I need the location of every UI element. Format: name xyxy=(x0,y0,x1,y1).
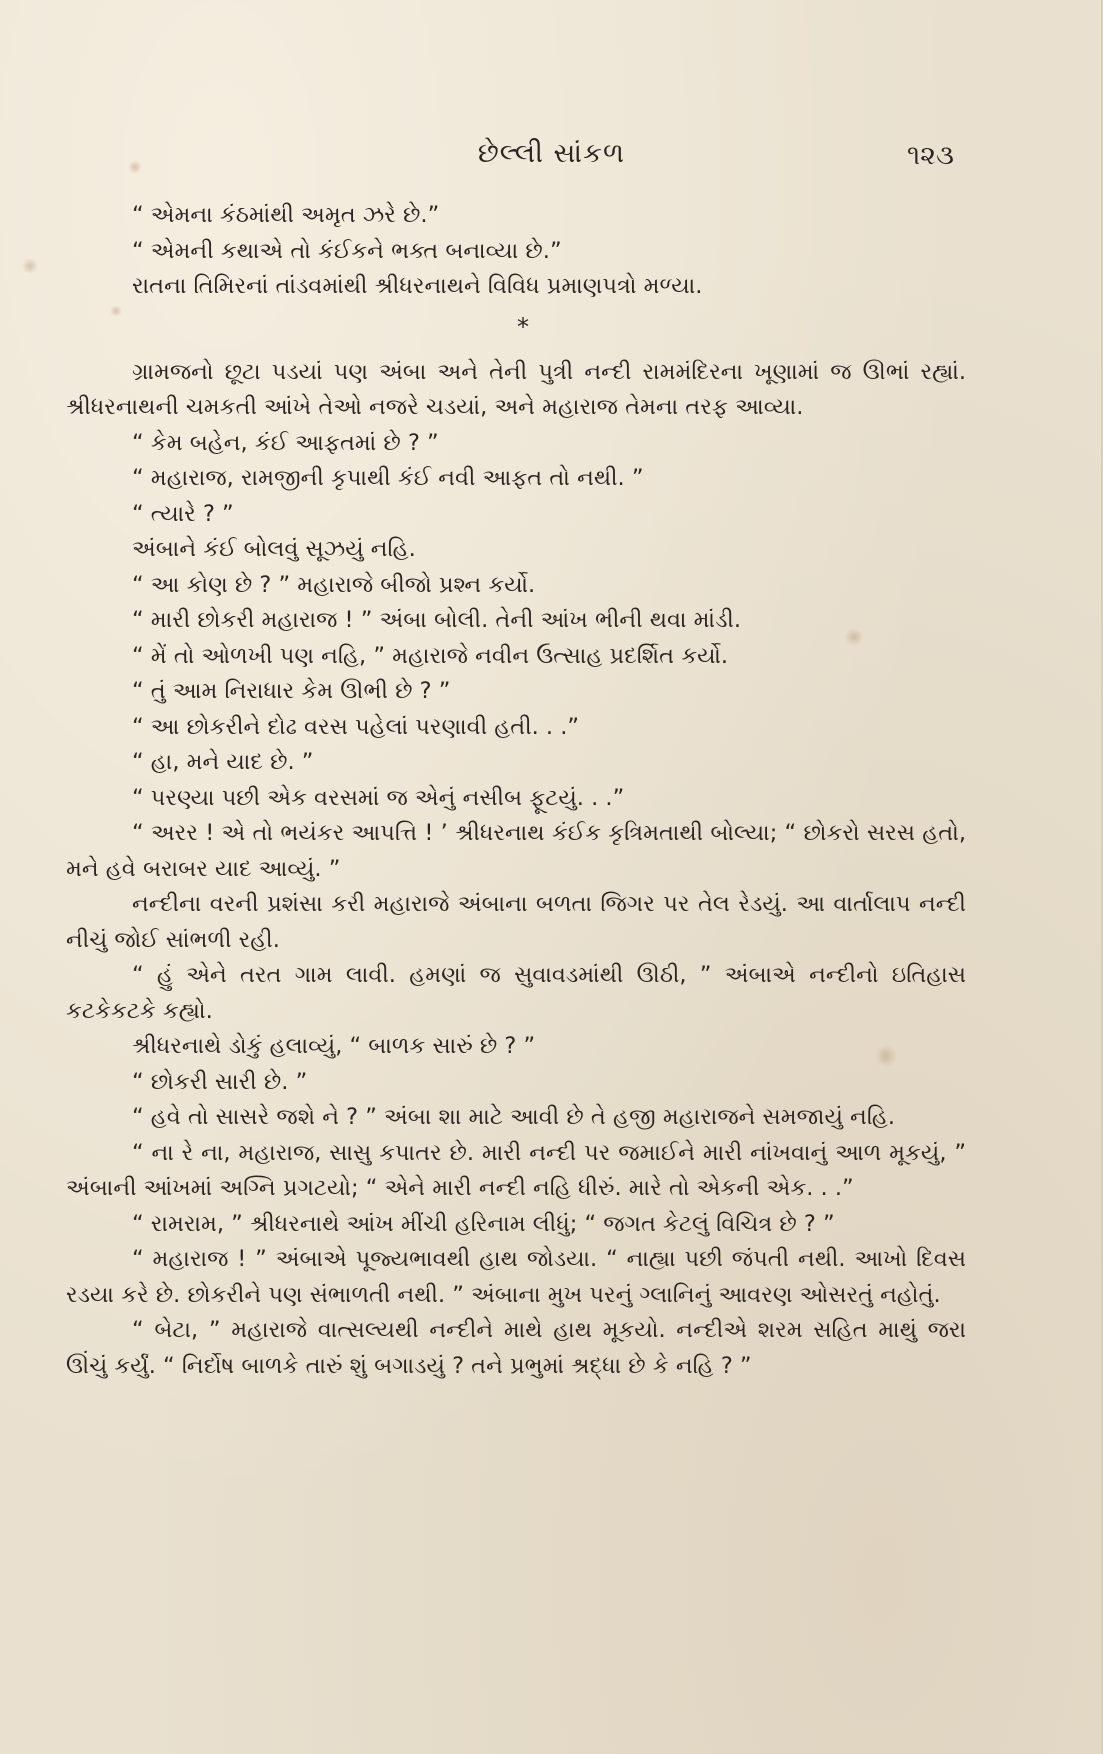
body-text xyxy=(66,198,966,1384)
paragraph: “ એમની કથાએ તો કંઈકને ભક્ત બનાવ્યા છે.” xyxy=(132,237,562,264)
running-title: છેલ્લી સાંકળ xyxy=(477,138,626,169)
paragraph: “ મેં તો ઓળખી પણ નહિ, ” મહારાજે નવીન ઉત્સાહ પ્રદર્શિત કર્યો. xyxy=(132,642,729,669)
paragraph: “ એમના કંઠમાંથી અમૃત ઝરે છે.” xyxy=(132,202,440,228)
paragraph: “ હું એને તરત ગામ લાવી. હમણાં જ સુવાવડમાંથી ઊઠી, ” અંબાએ નન્દીનો ઇતિહાસ કટકેકટકે કહ્યો. xyxy=(66,962,966,1024)
page-number: ૧૨૩ xyxy=(906,140,954,171)
paragraph: શ્રીધરનાથે ડોકું હલાવ્યું, “ બાળક સારું છે ? ” xyxy=(132,1033,536,1059)
paragraph: “ રામરામ, ” શ્રીધરનાથે આંખ મીંચી હરિનામ લીધું; “ જગત કેટલું વિચિત્ર છે ? ” xyxy=(132,1210,835,1237)
paragraph: “ હવે તો સાસરે જશે ને ? ” અંબા શા માટે આવી છે તે હજી મહારાજને સમજાયું નહિ. xyxy=(132,1104,896,1130)
paragraph: “ મહારાજ ! ” અંબાએ પૂજ્યભાવથી હાથ જોડયા. “ નાહ્યા પછી જંપતી નથી. આખો દિવસ રડયા કરે છે. છોકરીને પણ સંભાળતી નથી. ” અંબાના મુખ પરનું ગ્લાનિનું આવરણ ઓસરતું નહોતું. xyxy=(66,1246,966,1308)
paragraph: “ મહારાજ, રામજીની કૃપાથી કંઈ નવી આફત તો નથી. ” xyxy=(132,465,644,491)
paragraph: “ આ કોણ છે ? ” મહારાજે બીજો પ્રશ્ન કર્યો. xyxy=(132,571,536,598)
section-separator: * xyxy=(517,312,529,341)
paragraph: અંબાને કંઈ બોલવું સૂઝયું નહિ. xyxy=(132,536,416,562)
paragraph: ગ્રામજનો છૂટા પડયાં પણ અંબા અને તેની પુત્રી નન્દી રામમંદિરના ખૂણામાં જ ઊભાં રહ્યાં. શ્રીધરનાથની ચમકતી આંખે તેઓ નજરે ચડયાં, અને મહારાજ તેમના તરફ આવ્યા. xyxy=(66,358,966,420)
paper-stain xyxy=(22,258,38,274)
paragraph: “ ના રે ના, મહારાજ, સાસુ કપાતર છે. મારી નન્દી પર જમાઈને મારી નાંખવાનું આળ મૂકયું, ” અંબાની આંખમાં અગ્નિ પ્રગટયો; “ એને મારી નન્દી નહિ ધીરું. મારે તો એકની એક. . .” xyxy=(66,1139,966,1201)
paragraph: “ બેટા, ” મહારાજે વાત્સલ્યથી નન્દીને માથે હાથ મૂકયો. નન્દીએ શરમ સહિત માથું જરા ઊંચું કર્યું. “ નિર્દોષ બાળકે તારું શું બગાડયું ? તને પ્રભુમાં શ્રદ્ધા છે કે નહિ ? ” xyxy=(66,1317,966,1379)
paragraph: “ ત્યારે ? ” xyxy=(132,500,234,527)
paragraph: “ આ છોકરીને દોઢ વરસ પહેલાં પરણાવી હતી. . .” xyxy=(132,713,580,740)
paragraph: “ મારી છોકરી મહારાજ ! ” અંબા બોલી. તેની આંખ ભીની થવા માંડી. xyxy=(132,607,742,633)
paragraph: “ કેમ બહેન, કંઈ આફતમાં છે ? ” xyxy=(132,429,439,456)
paragraph: “ છોકરી સારી છે. ” xyxy=(132,1068,308,1095)
paragraph: “ અરર ! એ તો ભયંકર આપત્તિ ! ’ શ્રીધરનાથ કંઈક કૃત્રિમતાથી બોલ્યા; “ છોકરો સરસ હતો, મને હવે બરાબર યાદ આવ્યું. ” xyxy=(66,820,966,882)
paragraph: “ તું આમ નિરાધાર કેમ ઊભી છે ? ” xyxy=(132,678,451,704)
paragraph: “ પરણ્યા પછી એક વરસમાં જ એનું નસીબ ફૂટયું. . .” xyxy=(132,784,625,811)
paragraph: રાતના તિમિરનાં તાંડવમાંથી શ્રીધરનાથને વિવિધ પ્રમાણપત્રો મળ્યા. xyxy=(132,273,703,299)
paragraph: નન્દીના વરની પ્રશંસા કરી મહારાજે અંબાના બળતા જિગર પર તેલ રેડયું. આ વાર્તાલાપ નન્દી નીચું જોઈ સાંભળી રહી. xyxy=(66,891,966,953)
page-header xyxy=(0,138,1103,178)
paragraph: “ હા, મને યાદ છે. ” xyxy=(132,749,314,775)
